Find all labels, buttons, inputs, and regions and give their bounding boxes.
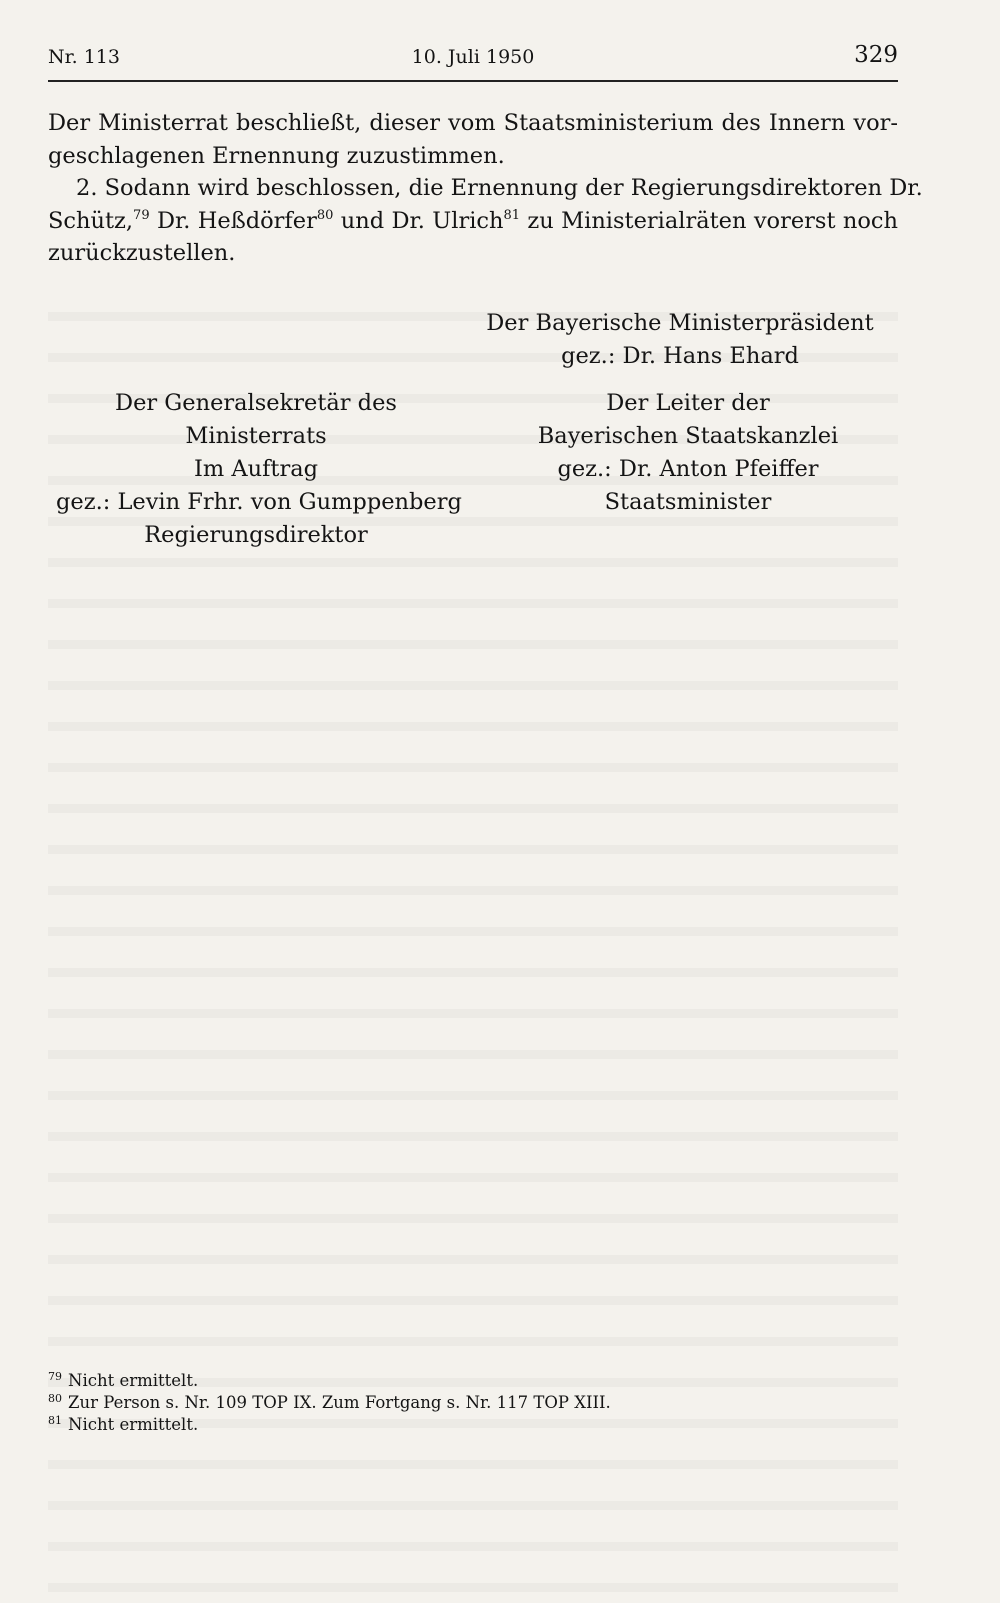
footnote-80: 80 Zur Person s. Nr. 109 TOP IX. Zum Fortgang s. Nr. 117 TOP XIII. (48, 1392, 611, 1412)
secretary-line-2: Ministerrats (185, 423, 327, 449)
chancellery-line-2: Bayerischen Staatskanzlei (537, 423, 839, 449)
secretary-line-4: gez.: Levin Frhr. von Gumppenberg (56, 489, 462, 515)
footnote-text: Nicht ermittelt. (68, 1371, 199, 1390)
paragraph-1-line-1: Der Ministerrat beschließt, dieser vom Staatsministerium des Innern vor- (48, 110, 898, 136)
president-signed: gez.: Dr. Hans Ehard (561, 342, 799, 369)
footnote-ref-81[interactable]: 81 (503, 207, 521, 223)
chancellery-line-4: Staatsminister (604, 489, 772, 515)
text-segment: Dr. Heßdörfer (149, 207, 317, 234)
footnote-text: Zur Person s. Nr. 109 TOP IX. Zum Fortgang s. Nr. 117 TOP XIII. (68, 1393, 611, 1412)
secretary-line-1: Der Generalsekretär des (115, 390, 397, 416)
footnote-81: 81 Nicht ermittelt. (48, 1414, 199, 1434)
page-number: 329 (854, 42, 898, 68)
secretary-line-3: Im Auftrag (193, 456, 319, 482)
header-rule (48, 80, 898, 82)
chancellery-line-3: gez.: Dr. Anton Pfeiffer (557, 456, 819, 482)
text-segment: Schütz, (48, 207, 134, 234)
paragraph-2-line-3: zurückzustellen. (48, 240, 236, 266)
footnotes (48, 1370, 898, 1436)
footnote-79: 79 Nicht ermittelt. (48, 1370, 199, 1390)
footnote-ref-79[interactable]: 79 (133, 207, 150, 223)
signature-block-secretary (56, 387, 462, 552)
paragraph-2-line-2 (48, 205, 898, 238)
header-date: 10. Juli 1950 (411, 46, 535, 68)
paragraph-2-line-1: 2. Sodann wird beschlossen, die Ernennung der Regierungsdirektoren Dr. (76, 175, 923, 201)
footnote-text: Nicht ermittelt. (68, 1415, 199, 1434)
running-header (48, 42, 898, 80)
signature-block-chancellery (488, 387, 888, 519)
footnote-ref-80[interactable]: 80 (316, 207, 334, 223)
text-segment: und Dr. Ulrich (333, 207, 504, 234)
document-number: Nr. 113 (48, 46, 120, 68)
paragraph-1-line-2: geschlagenen Ernennung zuzustimmen. (48, 142, 505, 169)
signature-block-president (480, 307, 880, 372)
secretary-line-5: Regierungsdirektor (144, 522, 368, 548)
text-segment: zu Ministerialräten vorerst noch (520, 207, 898, 234)
chancellery-line-1: Der Leiter der (606, 390, 770, 416)
president-title: Der Bayerische Ministerpräsident (486, 310, 874, 336)
body-text (48, 107, 923, 270)
